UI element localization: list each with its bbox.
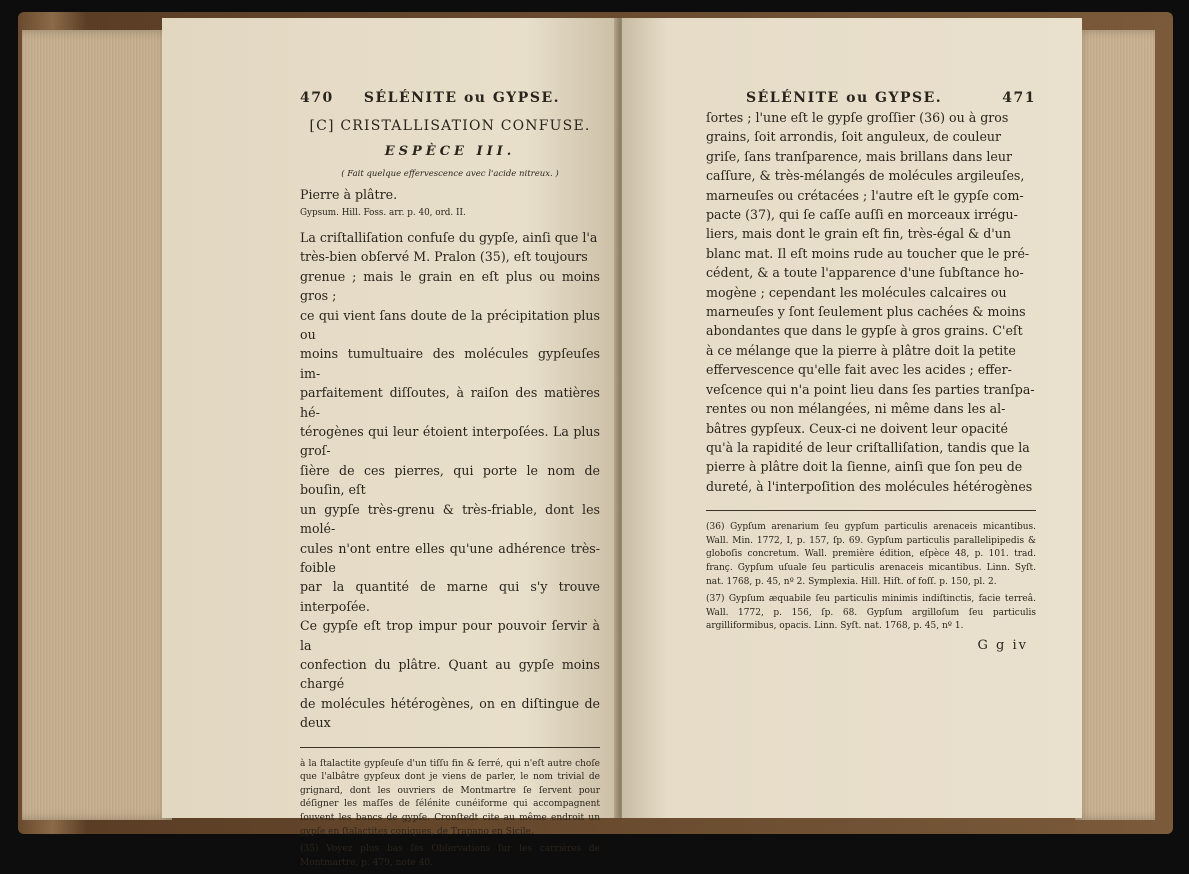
text-line: à ce mélange que la pierre à plâtre doit la petite (706, 342, 1016, 358)
text-line: pacte (37), qui ſe caſſe auſſi en morceaux irrégu- (706, 207, 1018, 223)
signature-mark: G g iv (977, 637, 1028, 653)
text-line: bâtres gypſeux. Ceux-ci ne doivent leur opacité (706, 420, 1008, 436)
text-line: confection du plâtre. Quant au gypſe moins chargé (300, 656, 600, 692)
page-edges-right (1075, 30, 1155, 820)
text-line: moins tumultuaire des molécules gypſeuſes im- (300, 346, 600, 381)
text-line: grenue ; mais le grain en eſt plus ou moins gros ; (300, 268, 600, 304)
text-line: dureté, à l'interpoſition des molécules hétérogènes (706, 478, 1033, 494)
left-running-title: SÉLÉNITE ou GYPSE. (363, 90, 560, 106)
text-line: marneuſes y ſont ſeulement plus cachées & moins (706, 304, 1026, 320)
text-line: caſſure, & très-mélangés de molécules argileuſes, (706, 168, 1025, 184)
text-line: rentes ou non mélangées, ni même dans les al- (706, 401, 1006, 417)
text-line: Ce gypſe eſt trop impur pour pouvoir ſervir à la (300, 618, 600, 653)
right-body-text (706, 108, 1036, 496)
footnote-rule (300, 747, 600, 748)
text-line: très-bien obſervé M. Pralon (35), eſt toujours (300, 249, 588, 265)
text-line: de molécules hétérogènes, on en diſtingue de deux (300, 695, 600, 731)
left-footnotes (300, 758, 600, 871)
right-page-number: 471 (1002, 90, 1036, 106)
text-line: térogènes qui leur étoient interpoſées. La plus groſ- (300, 424, 600, 459)
text-line: blanc mat. Il eſt moins rude au toucher que le pré- (706, 245, 1030, 261)
text-line: griſe, ſans tranſparence, mais brillans dans leur (706, 148, 1012, 164)
left-body-text (300, 228, 600, 733)
text-line: grains, ſoit arrondis, ſoit anguleux, de couleur (706, 129, 1002, 145)
text-line: liers, mais dont le grain eſt fin, très-égal & d'un (706, 226, 1011, 242)
right-page (622, 18, 1082, 818)
text-line: un gypſe très-grenu & très-friable, dont les molé- (300, 501, 600, 537)
text-line: parfaitement diſſoutes, à raiſon des matières hé- (300, 385, 600, 420)
text-line: ſière de ces pierres, qui porte le nom de bouſin, eſt (300, 462, 600, 498)
left-page-number: 470 (300, 90, 334, 106)
text-line: effervescence qu'elle fait avec les acides ; effer- (706, 362, 1012, 378)
footnote: (36) Gypſum arenarium ſeu gypſum particulis arenaceis micantibus. Wall. Min. 1772, I, p. 157, ſp. 69. Gypſum particulis parallelipipedis & globoſis concretum. Wall. première édition, eſpèce 48, p. 101. trad. franç. Gypſum uſuale ſeu particulis arenaceis micantibus. Linn. Syſt. nat. 1768, p. 45, nº 2. Symplexia. Hill. Hiſt. of foſſ. p. 150, pl. 2. (706, 522, 1036, 587)
footnote: (37) Gypſum æquabile ſeu particulis minimis indiſtinctis, facie terreâ. Wall. 1772, p. 156, ſp. 68. Gypſum argilloſum ſeu particulis argilliformibus, opacis. Linn. Syſt. nat. 1768, p. 45, nº 1. (706, 594, 1036, 632)
text-line: ſortes ; l'une eſt le gypſe groſſier (36) ou à gros (706, 110, 1009, 125)
espece-note: ( Fait quelque effervescence avec l'acide nitreux. ) (341, 169, 559, 179)
text-line: abondantes que dans le gypſe à gros grains. C'eſt (706, 323, 1023, 339)
text-line: veſcence qui n'a point lieu dans ſes parties tranſpa- (706, 381, 1035, 397)
espece-heading: ESPÈCE III. (384, 144, 516, 159)
left-running-head (300, 90, 600, 106)
right-running-head (706, 90, 1036, 106)
species-name: Pierre à plâtre. (300, 187, 398, 202)
text-line: pierre à plâtre doit la ſienne, ainſi que ſon peu de (706, 459, 1023, 475)
text-line: par la quantité de marne qui s'y trouve interpoſée. (300, 579, 600, 614)
footnote: (35) Voyez plus bas ſes Obſervations ſur les carrières de Montmartre, p. 479, note 40. (300, 844, 600, 868)
text-line: cules n'ont entre elles qu'une adhérence très-foible (300, 540, 600, 575)
text-line: mogène ; cependant les molécules calcaires ou (706, 284, 1007, 300)
left-page-column (300, 90, 600, 874)
text-line: cédent, & a toute l'apparence d'une ſubſtance ho- (706, 265, 1024, 281)
right-running-title: SÉLÉNITE ou GYPSE. (746, 90, 943, 106)
page-edges-left (22, 30, 172, 820)
section-title: [C] CRISTALLISATION CONFUSE. (309, 118, 591, 134)
text-line: qu'à la rapidité de leur criſtalliſation, tandis que la (706, 439, 1030, 455)
right-footnotes (706, 521, 1036, 634)
footnote: à la ſtalactite gypſeuſe d'un tiſſu fin & ſerré, qui n'eſt autre choſe que l'albâtre gypſeux dont je viens de parler, le nom trivial de grignard, dont les ouvriers de Montmartre ſe ſervent pour déſigner les maſſes de ſélénite cunéiforme qui accompagnent ſouvent les bancs de gypſe. Cronſtedt cite au même endroit un gypſe en ſtalactites coniques, de Trapano en Sicile. (300, 758, 600, 837)
text-line: marneuſes ou crétacées ; l'autre eſt le gypſe com- (706, 187, 1024, 203)
text-line: ce qui vient ſans doute de la précipitation plus ou (300, 307, 600, 343)
footnote-rule (706, 510, 1036, 511)
synonym-line: Gypsum. Hill. Foss. arr. p. 40, ord. II. (300, 208, 466, 218)
right-page-column (706, 90, 1036, 653)
left-page (162, 18, 617, 868)
text-line: La criſtalliſation confuſe du gypſe, ainſi que l'a (300, 230, 598, 245)
